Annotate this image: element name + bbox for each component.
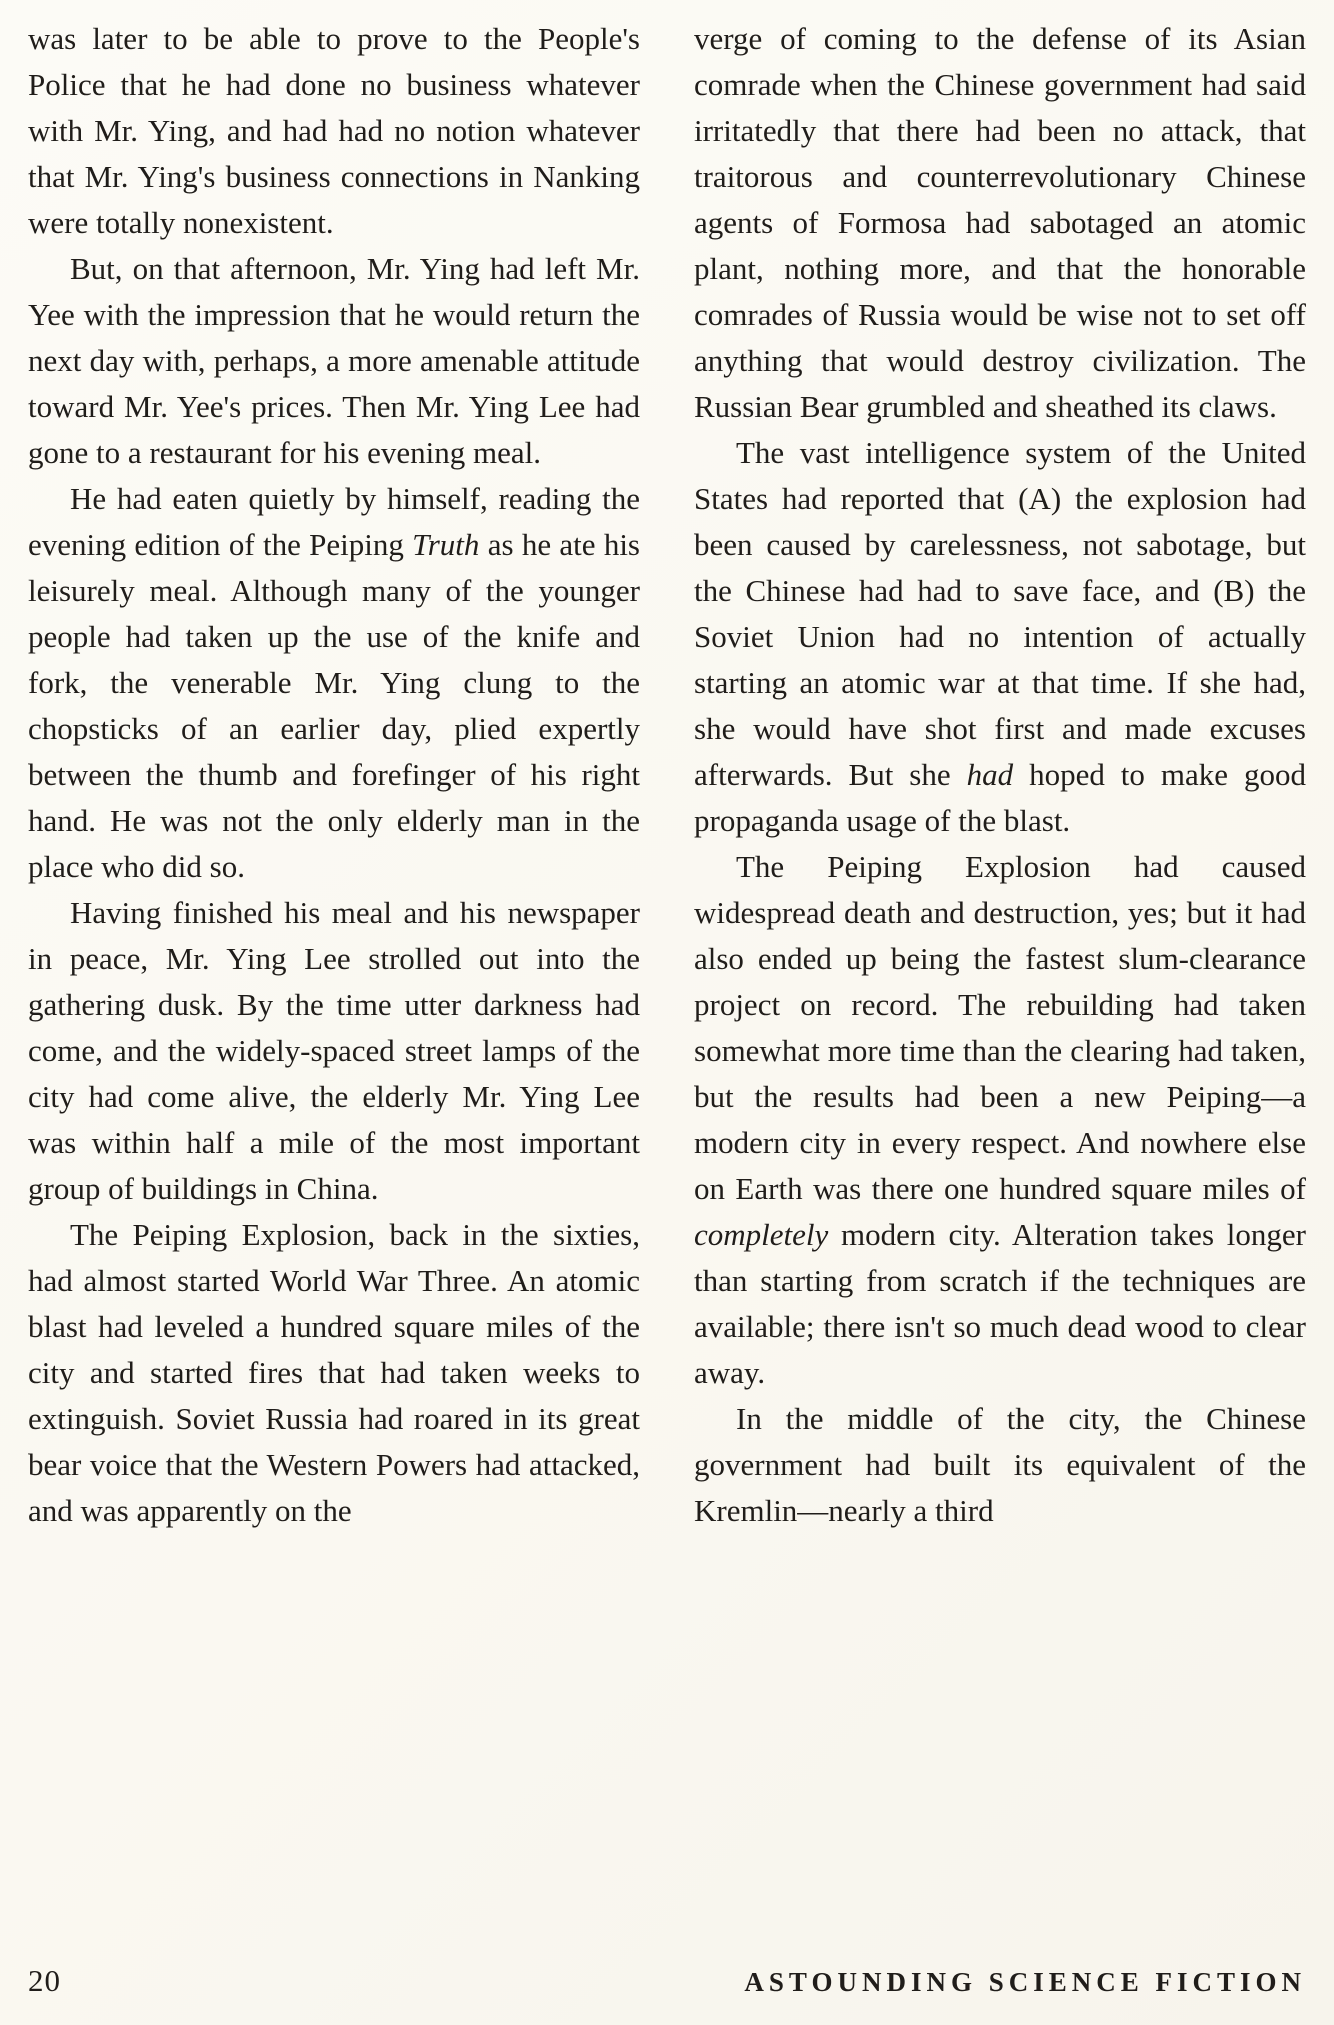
text-run: as he ate his leisurely meal. Although many of the younger people had taken up the use of the knife and fork, the venerable Mr. Ying clung to the chopsticks of an earlier day, plied expertly between the thumb and forefinger of his right hand. He was not the only elderly man in the place who did so. bbox=[28, 527, 640, 884]
text-run: The vast intelligence system of the United States had reported that (A) the explosion had been caused by carelessness, not sabotage, but the Chinese had had to save face, and (B) the Soviet Union had no intention of actually starting an atomic war at that time. If she had, she would have shot first and made excuses afterwards. But she bbox=[694, 435, 1306, 792]
text-run: In the middle of the city, the Chinese government had built its equivalent of the Kremlin—nearly a third bbox=[694, 1401, 1306, 1528]
paragraph bbox=[28, 16, 640, 246]
text-run: The Peiping Explosion had caused widespread death and destruction, yes; but it had also ended up being the fastest slum-clearance project on record. The rebuilding had taken somewhat more time than the clearing had taken, but the results had been a new Peiping—a modern city in every respect. And nowhere else on Earth was there one hundred square miles of bbox=[694, 849, 1306, 1206]
paragraph bbox=[28, 476, 640, 890]
paragraph bbox=[28, 246, 640, 476]
text-columns bbox=[28, 16, 1306, 1945]
text-run: verge of coming to the defense of its Asian comrade when the Chinese government had said irritatedly that there had been no attack, that traitorous and counterrevolutionary Chinese agents of Formosa had sabotaged an atomic plant, nothing more, and that the honorable comrades of Russia would be wise not to set off anything that would destroy civilization. The Russian Bear grumbled and sheathed its claws. bbox=[694, 21, 1306, 424]
text-run: hoped to make good propaganda usage of the blast. bbox=[694, 757, 1306, 838]
page-number: 20 bbox=[28, 1963, 61, 1998]
running-title: ASTOUNDING SCIENCE FICTION bbox=[744, 1967, 1306, 1997]
paragraph bbox=[694, 430, 1306, 844]
right-column bbox=[694, 16, 1306, 1945]
paragraph bbox=[694, 844, 1306, 1396]
paragraph bbox=[694, 1396, 1306, 1534]
text-run: The Peiping Explosion, back in the sixties, had almost started World War Three. An atomic blast had leveled a hundred square miles of the city and started fires that had taken weeks to extinguish. Soviet Russia had roared in its great bear voice that the Western Powers had attacked, and was apparently on the bbox=[28, 1217, 640, 1528]
page-footer bbox=[28, 1945, 1306, 1999]
text-run: completely bbox=[694, 1217, 829, 1252]
left-column bbox=[28, 16, 640, 1945]
text-run: He had eaten quietly by himself, reading the evening edition of the Peiping bbox=[28, 481, 640, 562]
text-run: Having finished his meal and his newspaper in peace, Mr. Ying Lee strolled out into the gathering dusk. By the time utter darkness had come, and the widely-spaced street lamps of the city had come alive, the elderly Mr. Ying Lee was within half a mile of the most important group of buildings in China. bbox=[28, 895, 640, 1206]
text-run: was later to be able to prove to the People's Police that he had done no business whatever with Mr. Ying, and had had no notion whatever that Mr. Ying's business connections in Nanking were totally nonexistent. bbox=[28, 21, 640, 240]
paragraph bbox=[28, 890, 640, 1212]
paragraph bbox=[694, 16, 1306, 430]
text-run: Truth bbox=[412, 527, 480, 562]
text-run: But, on that afternoon, Mr. Ying had left Mr. Yee with the impression that he would return the next day with, perhaps, a more amenable attitude toward Mr. Yee's prices. Then Mr. Ying Lee had gone to a restaurant for his evening meal. bbox=[28, 251, 640, 470]
text-run: had bbox=[966, 757, 1014, 792]
paragraph bbox=[28, 1212, 640, 1534]
text-run: modern city. Alteration takes longer than starting from scratch if the techniques are available; there isn't so much dead wood to clear away. bbox=[694, 1217, 1306, 1390]
